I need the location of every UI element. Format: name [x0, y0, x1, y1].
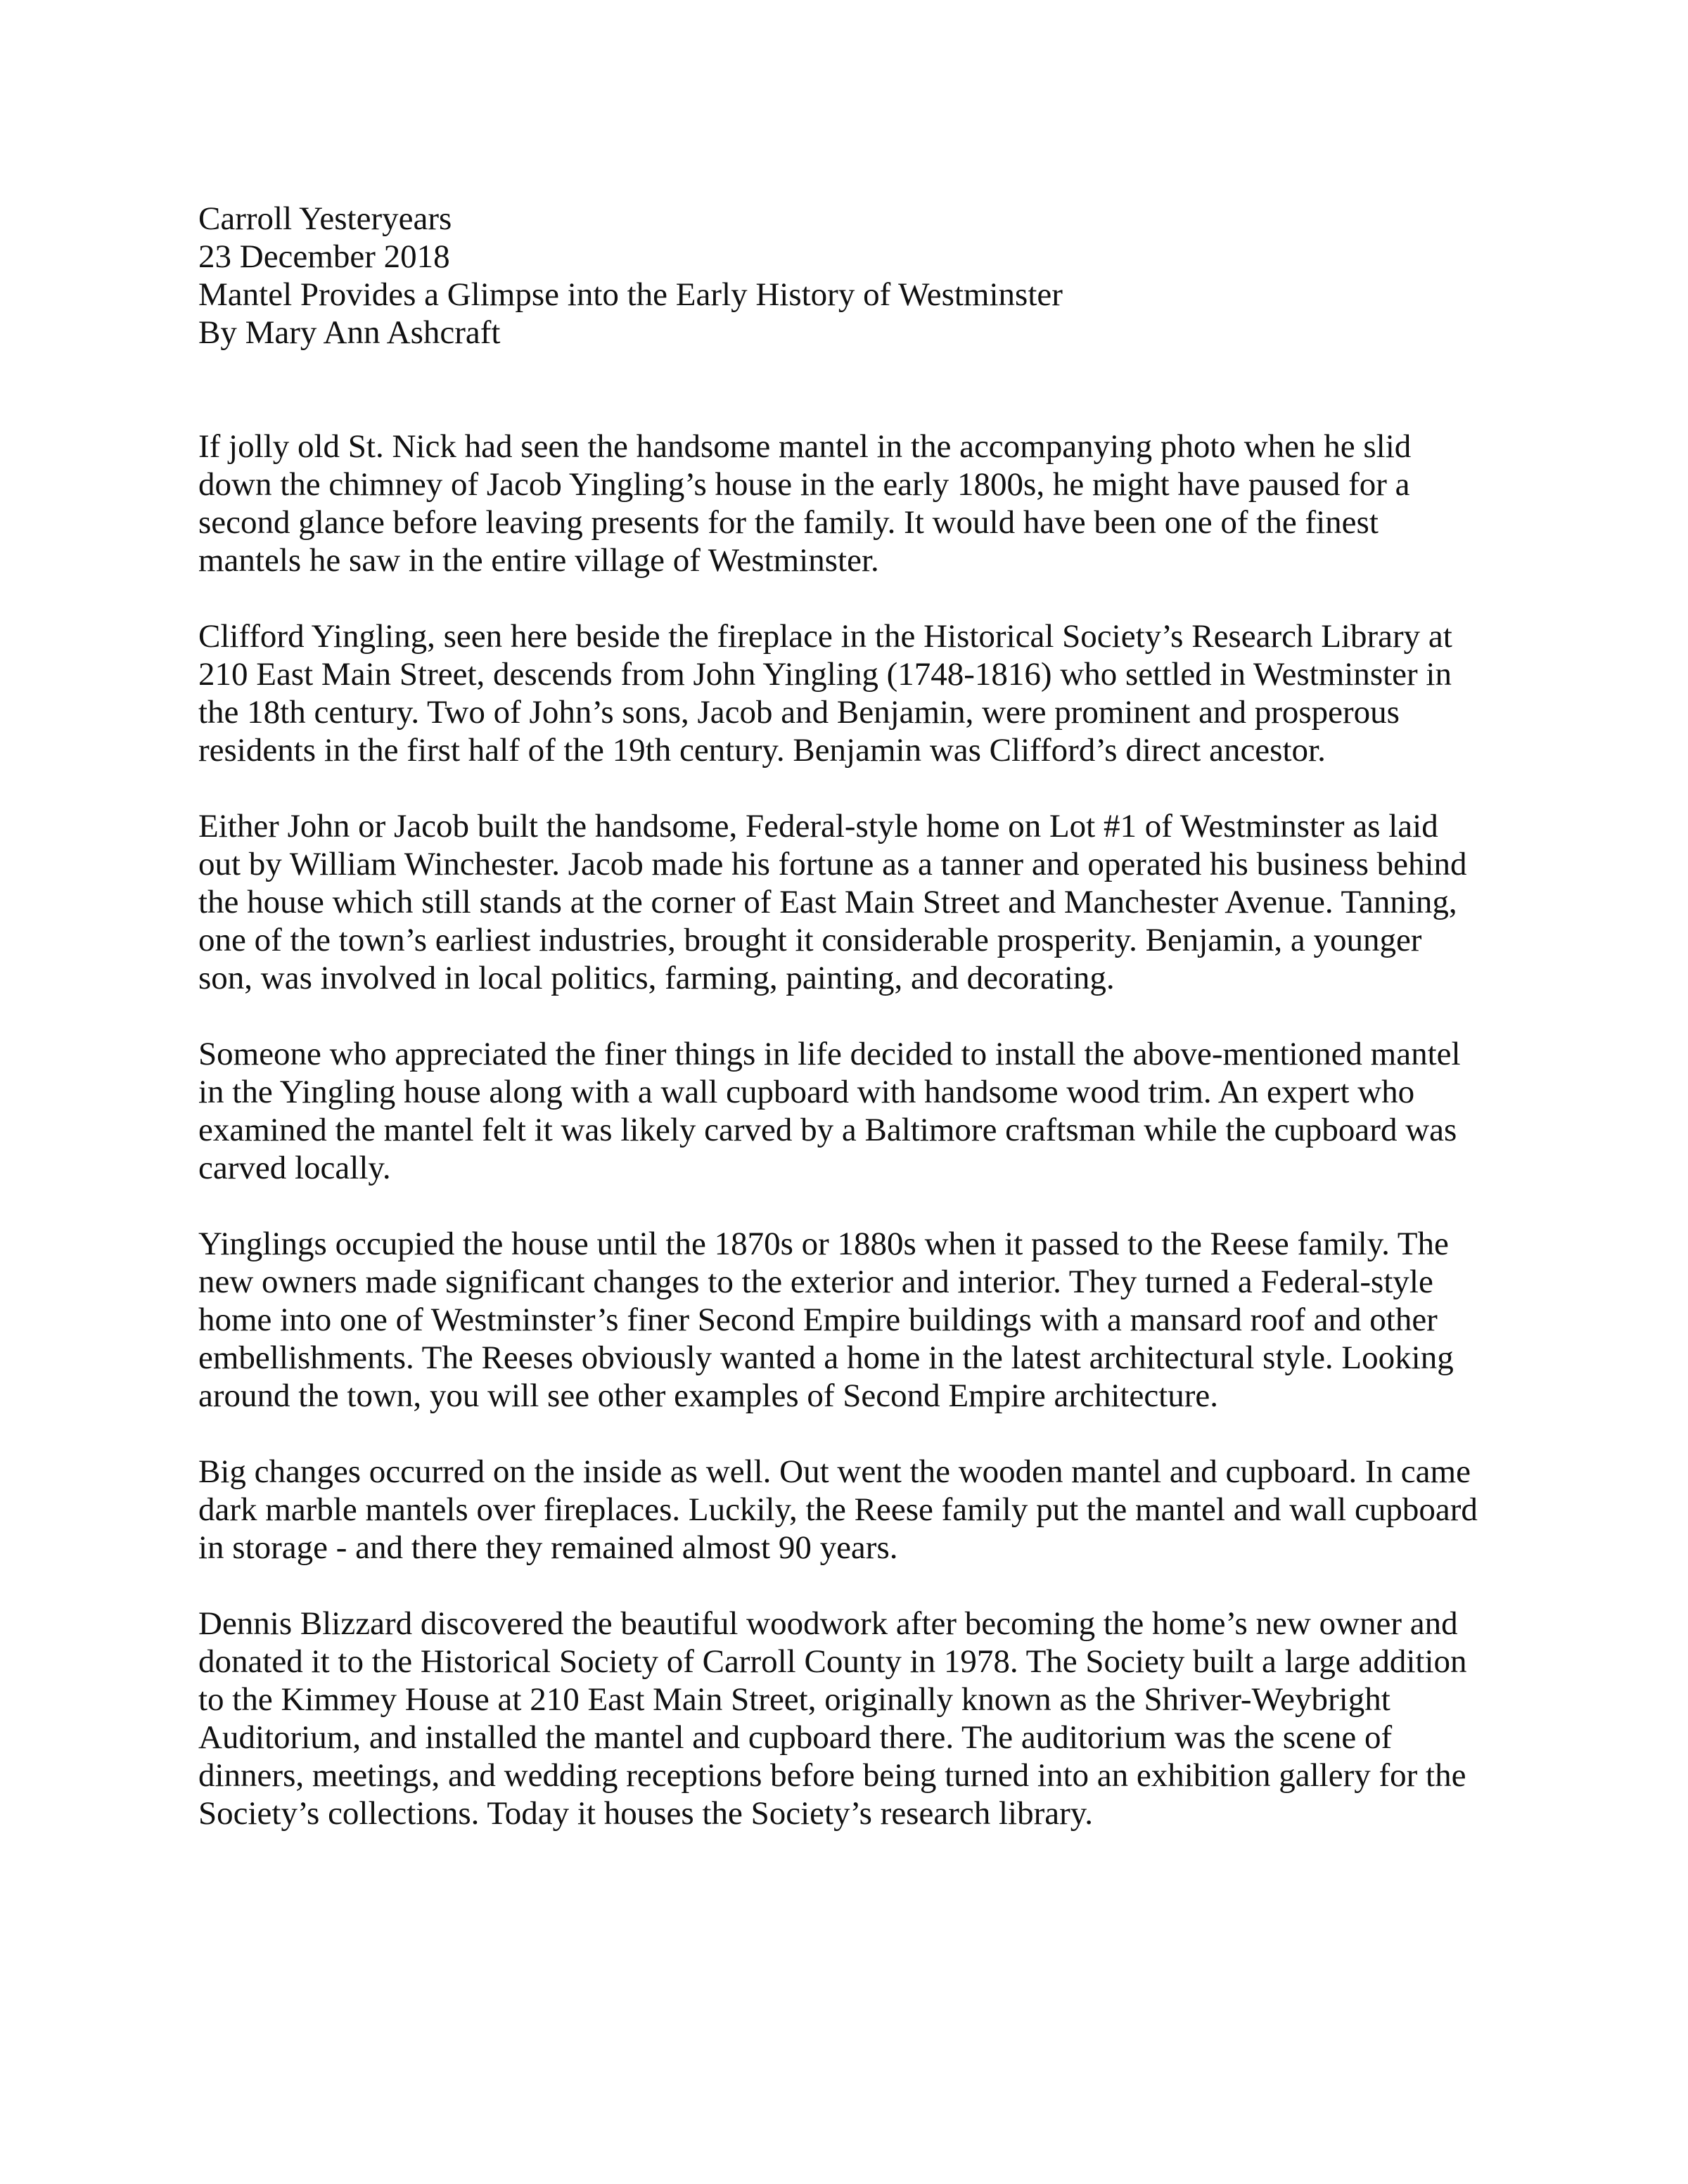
paragraph-line: the house which still stands at the corner of East Main Street and Manchester Avenue. Tanning, — [198, 884, 1457, 920]
paragraph-line: Clifford Yingling, seen here beside the fireplace in the Historical Society’s Research Library at — [198, 618, 1452, 655]
paragraph-line: new owners made significant changes to the exterior and interior. They turned a Federal-style — [198, 1264, 1433, 1300]
article-header — [198, 200, 1507, 352]
paragraph — [198, 1035, 1507, 1187]
paragraph-line: mantels he saw in the entire village of Westminster. — [198, 542, 879, 579]
paragraph-line: second glance before leaving presents for the family. It would have been one of the finest — [198, 504, 1379, 541]
paragraph-line: out by William Winchester. Jacob made his fortune as a tanner and operated his business behind — [198, 846, 1467, 882]
paragraph — [198, 807, 1507, 997]
paragraph-line: around the town, you will see other examples of Second Empire architecture. — [198, 1377, 1219, 1414]
paragraph-line: donated it to the Historical Society of Carroll County in 1978. The Society built a large addition — [198, 1643, 1467, 1680]
paragraph-line: Big changes occurred on the inside as well. Out went the wooden mantel and cupboard. In came — [198, 1453, 1471, 1490]
paragraph-line: down the chimney of Jacob Yingling’s house in the early 1800s, he might have paused for a — [198, 466, 1410, 503]
document-page — [198, 200, 1507, 1832]
paragraph-line: dark marble mantels over fireplaces. Luckily, the Reese family put the mantel and wall cupboard — [198, 1491, 1478, 1528]
paragraph-line: Yinglings occupied the house until the 1870s or 1880s when it passed to the Reese family. The — [198, 1226, 1449, 1262]
article-title: Mantel Provides a Glimpse into the Early History of Westminster — [198, 276, 1063, 313]
byline: By Mary Ann Ashcraft — [198, 314, 501, 351]
paragraph-line: Auditorium, and installed the mantel and cupboard there. The auditorium was the scene of — [198, 1719, 1393, 1756]
paragraph-line: the 18th century. Two of John’s sons, Jacob and Benjamin, were prominent and prosperous — [198, 694, 1400, 731]
paragraph-line: Someone who appreciated the finer things in life decided to install the above-mentioned mantel — [198, 1036, 1461, 1072]
paragraph-line: one of the town’s earliest industries, brought it considerable prosperity. Benjamin, a younger — [198, 922, 1422, 958]
paragraph-line: home into one of Westminster’s finer Second Empire buildings with a mansard roof and other — [198, 1302, 1438, 1338]
paragraph-line: son, was involved in local politics, farming, painting, and decorating. — [198, 960, 1115, 996]
paragraph-line: If jolly old St. Nick had seen the handsome mantel in the accompanying photo when he slid — [198, 428, 1412, 465]
paragraph — [198, 428, 1507, 579]
paragraph-line: 210 East Main Street, descends from John Yingling (1748-1816) who settled in Westminster in — [198, 656, 1452, 693]
article-date: 23 December 2018 — [198, 238, 450, 275]
paragraph-line: Society’s collections. Today it houses the Society’s research library. — [198, 1795, 1093, 1832]
article-body — [198, 428, 1507, 1832]
paragraph-line: examined the mantel felt it was likely carved by a Baltimore craftsman while the cupboard was — [198, 1112, 1457, 1148]
paragraph-line: dinners, meetings, and wedding receptions before being turned into an exhibition gallery for the — [198, 1757, 1466, 1794]
paragraph — [198, 1225, 1507, 1415]
paragraph-line: to the Kimmey House at 210 East Main Street, originally known as the Shriver-Weybright — [198, 1681, 1390, 1718]
paragraph-line: carved locally. — [198, 1150, 391, 1186]
paragraph-line: in storage - and there they remained almost 90 years. — [198, 1529, 898, 1566]
paragraph-line: Dennis Blizzard discovered the beautiful woodwork after becoming the home’s new owner and — [198, 1605, 1458, 1642]
paragraph — [198, 1605, 1507, 1832]
column-name: Carroll Yesteryears — [198, 200, 452, 237]
paragraph-line: embellishments. The Reeses obviously wanted a home in the latest architectural style. Looking — [198, 1340, 1454, 1376]
paragraph-line: Either John or Jacob built the handsome, Federal-style home on Lot #1 of Westminster as laid — [198, 808, 1438, 844]
paragraph-line: in the Yingling house along with a wall cupboard with handsome wood trim. An expert who — [198, 1074, 1415, 1110]
paragraph-line: residents in the first half of the 19th century. Benjamin was Clifford’s direct ancestor. — [198, 732, 1326, 769]
paragraph — [198, 1453, 1507, 1567]
paragraph — [198, 617, 1507, 769]
